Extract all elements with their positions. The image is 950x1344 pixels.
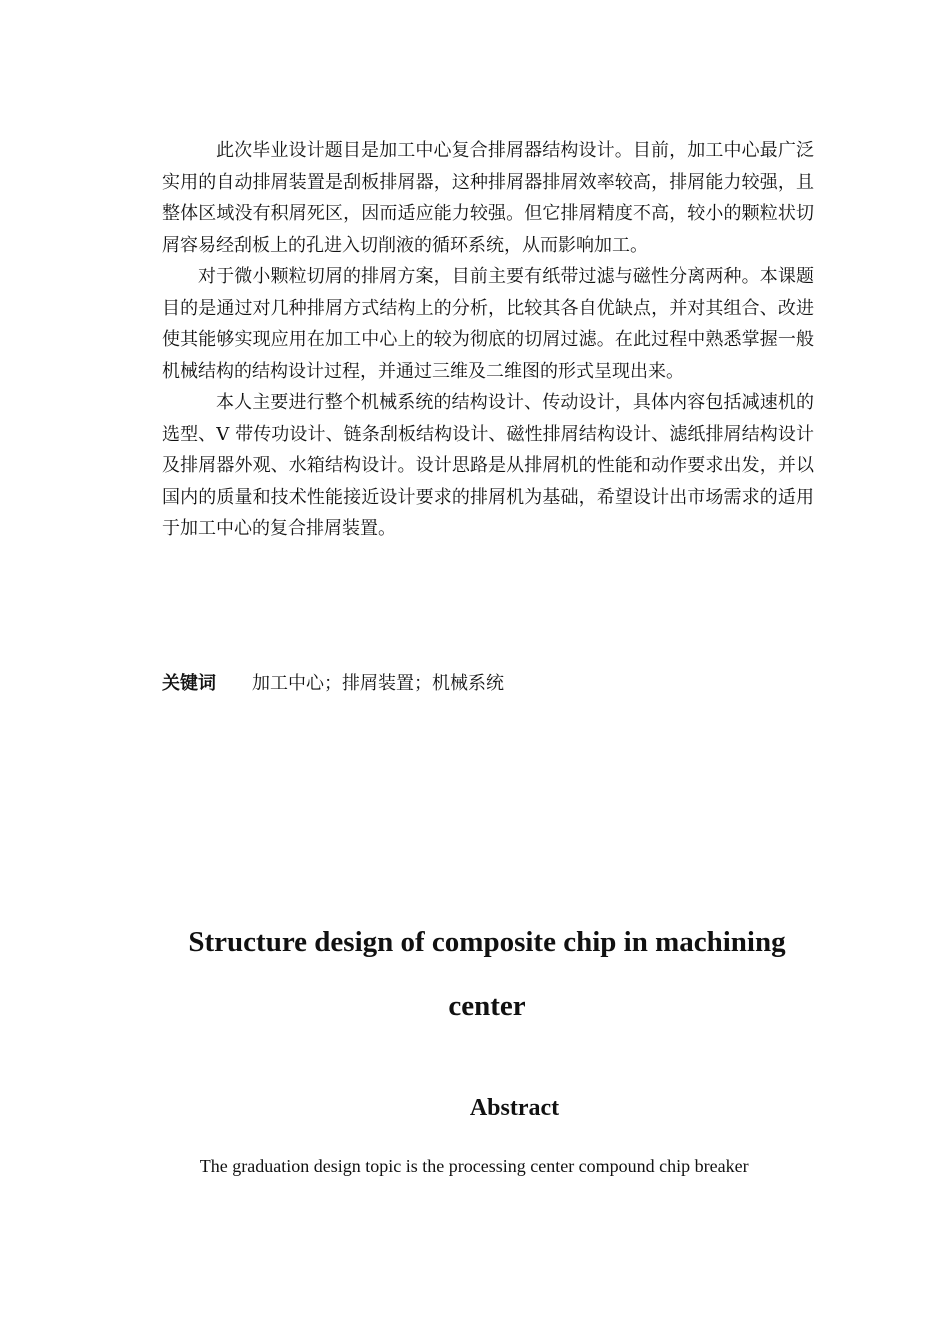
- keywords-label: 关键词: [162, 673, 216, 694]
- chinese-abstract: [162, 135, 814, 545]
- abstract-paragraph-1: 此次毕业设计题目是加工中心复合排屑器结构设计。目前，加工中心最广泛实用的自动排屑装置是刮板排屑器，这种排屑器排屑效率较高，排屑能力较强，且整体区域没有积屑死区，因而适应能力较强。但它排屑精度不高，较小的颗粒状切屑容易经刮板上的孔进入切削液的循环系统，从而影响加工。: [162, 140, 814, 256]
- english-title: Structure design of composite chip in machining center: [188, 926, 786, 1022]
- keywords-line: [162, 669, 504, 699]
- english-abstract-text: The graduation design topic is the processing center compound chip breaker: [199, 1156, 749, 1176]
- abstract-paragraph-3: 本人主要进行整个机械系统的结构设计、传动设计，具体内容包括减速机的选型、V 带传功设计、链条刮板结构设计、磁性排屑结构设计、滤纸排屑结构设计及排屑器外观、水箱结构设计。设计思路是从排屑机的性能和动作要求出发，并以国内的质量和技术性能接近设计要求的排屑机为基础，希望设计出市场需求的适用于加工中心的复合排屑装置。: [162, 392, 814, 539]
- abstract-paragraph-2: 对于微小颗粒切屑的排屑方案，目前主要有纸带过滤与磁性分离两种。本课题目的是通过对几种排屑方式结构上的分析，比较其各自优缺点，并对其组合、改进使其能够实现应用在加工中心上的较为彻底的切屑过滤。在此过程中熟悉掌握一般机械结构的结构设计过程，并通过三维及二维图的形式呈现出来。: [162, 266, 814, 382]
- keywords-text: 加工中心；排屑装置；机械系统: [252, 673, 504, 694]
- abstract-heading: Abstract: [469, 1095, 560, 1121]
